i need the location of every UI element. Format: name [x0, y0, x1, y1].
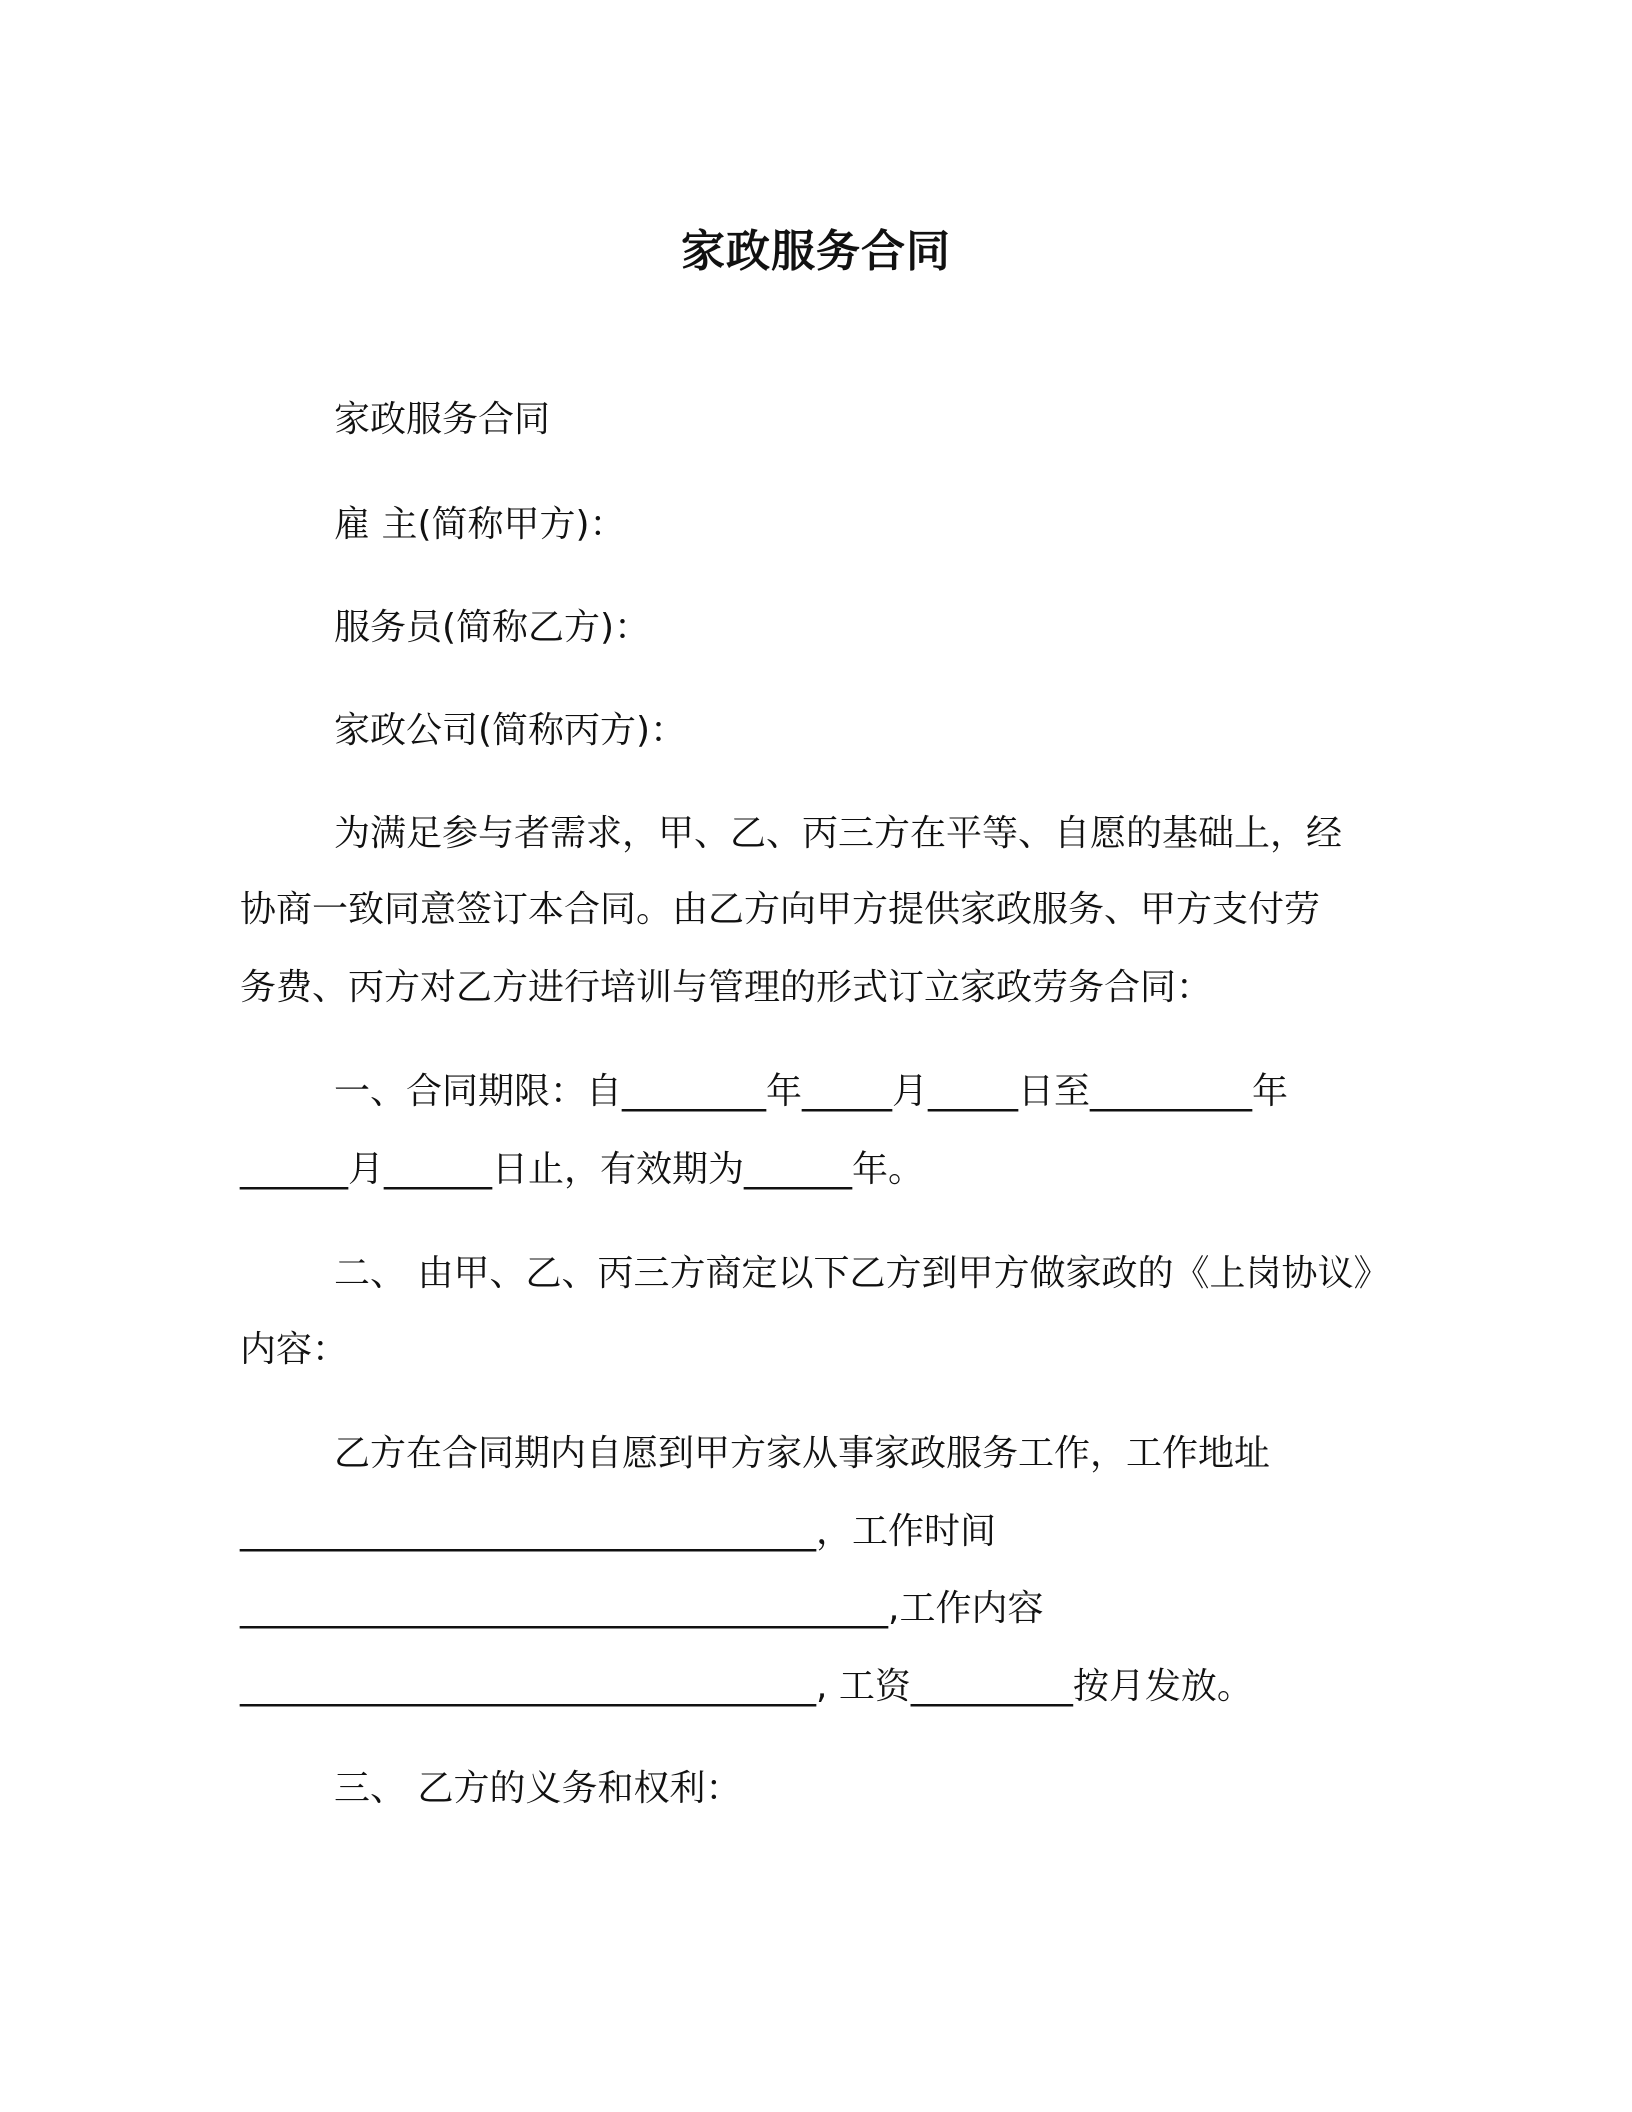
- clause-2-line-2: 内容：: [240, 1329, 349, 1370]
- party-c-label: 家政公司(简称丙方)：: [334, 710, 687, 751]
- work-time-line: ____________________________________,工作内容: [240, 1588, 1044, 1629]
- clause-3-heading: 三、 乙方的义务和权利：: [334, 1768, 742, 1809]
- party-b-label: 服务员(简称乙方)：: [334, 607, 651, 648]
- document-title: 家政服务合同: [681, 226, 951, 277]
- work-content-wage-line: ________________________________, 工资_________按月发放。: [240, 1666, 1253, 1707]
- work-details-line-1: 乙方在合同期内自愿到甲方家从事家政服务工作，工作地址: [334, 1433, 1271, 1474]
- clause-1-line-2: ______月______日止，有效期为______年。: [240, 1149, 925, 1190]
- preamble-line-3: 务费、丙方对乙方进行培训与管理的形式订立家政劳务合同：: [240, 967, 1213, 1008]
- clause-1-line-1: 一、合同期限：自________年_____月_____日至_________年: [334, 1071, 1289, 1112]
- clause-2-line-1: 二、 由甲、乙、丙三方商定以下乙方到甲方做家政的《上岗协议》: [334, 1253, 1390, 1294]
- work-address-line: ________________________________，工作时间: [240, 1511, 997, 1552]
- party-a-label: 雇 主(简称甲方)：: [334, 504, 626, 545]
- preamble-line-2: 协商一致同意签订本合同。由乙方向甲方提供家政服务、甲方支付劳: [240, 889, 1321, 930]
- preamble-line-1: 为满足参与者需求，甲、乙、丙三方在平等、自愿的基础上，经: [334, 813, 1343, 854]
- heading-contract-name: 家政服务合同: [334, 399, 551, 440]
